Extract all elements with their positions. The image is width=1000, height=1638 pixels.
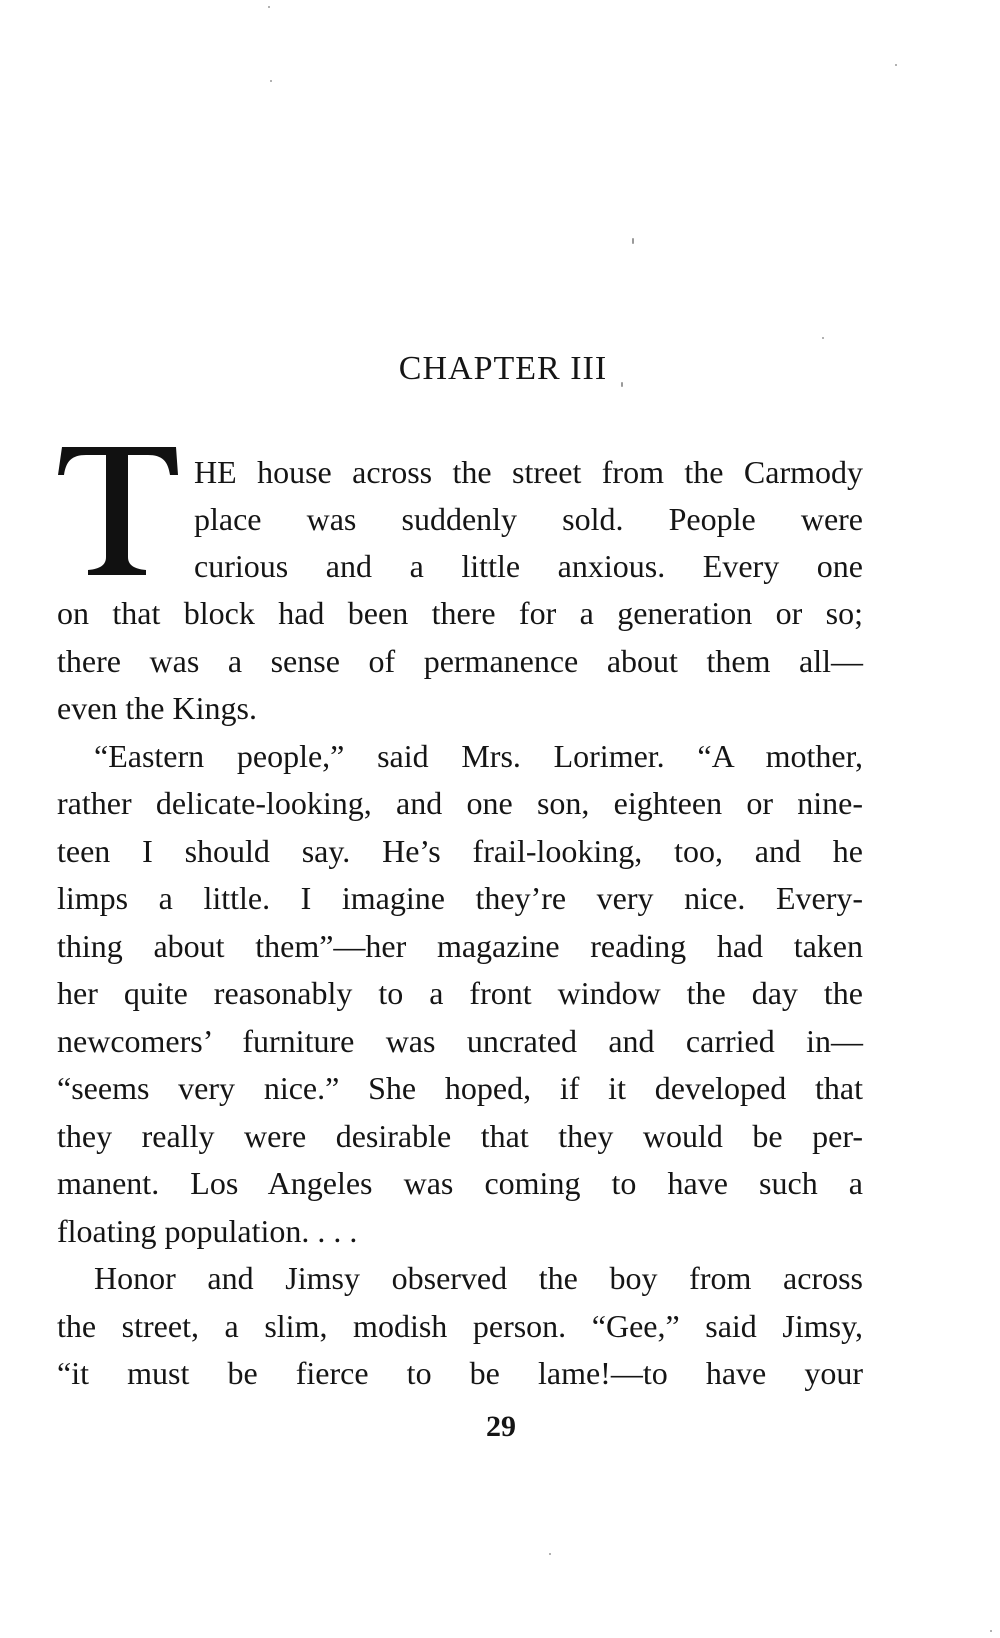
- paper-speck: [549, 1553, 551, 1555]
- paper-speck: [268, 6, 270, 8]
- text-line: newcomers’ furniture was uncrated and carried in—: [57, 1023, 863, 1059]
- text-line: “it must be fierce to be lame!—to have your: [57, 1355, 863, 1391]
- text-line: manent. Los Angeles was coming to have such a: [57, 1165, 863, 1201]
- paper-speck: [895, 64, 897, 66]
- text-line: place was suddenly sold. People were: [194, 501, 863, 537]
- text-line: “Eastern people,” said Mrs. Lorimer. “A mother,: [94, 738, 863, 774]
- text-line: rather delicate-looking, and one son, eighteen or nine-: [57, 785, 863, 821]
- drop-cap-t: [58, 445, 180, 575]
- text-line: limps a little. I imagine they’re very nice. Every-: [57, 880, 863, 916]
- paper-speck: [632, 238, 634, 244]
- text-line: her quite reasonably to a front window the day the: [57, 975, 863, 1011]
- text-line: Honor and Jimsy observed the boy from across: [94, 1260, 863, 1296]
- page-number: 29: [486, 1410, 516, 1443]
- text-line: they really were desirable that they would be per-: [57, 1118, 863, 1154]
- text-line: on that block had been there for a generation or so;: [57, 595, 863, 631]
- text-line: teen I should say. He’s frail-looking, too, and he: [57, 833, 863, 869]
- paper-speck: [270, 80, 272, 82]
- paper-speck: [990, 1630, 992, 1632]
- text-line: “seems very nice.” She hoped, if it developed that: [57, 1070, 863, 1106]
- text-line: HE house across the street from the Carmody: [194, 454, 863, 490]
- text-line: the street, a slim, modish person. “Gee,” said Jimsy,: [57, 1308, 863, 1344]
- text-line: even the Kings.: [57, 690, 257, 726]
- paper-speck: [822, 337, 824, 339]
- text-line: thing about them”—her magazine reading had taken: [57, 928, 863, 964]
- chapter-heading: CHAPTER III: [398, 350, 608, 387]
- text-line: floating population. . . .: [57, 1213, 358, 1249]
- text-line: there was a sense of permanence about them all—: [57, 643, 863, 679]
- text-line: curious and a little anxious. Every one: [194, 548, 863, 584]
